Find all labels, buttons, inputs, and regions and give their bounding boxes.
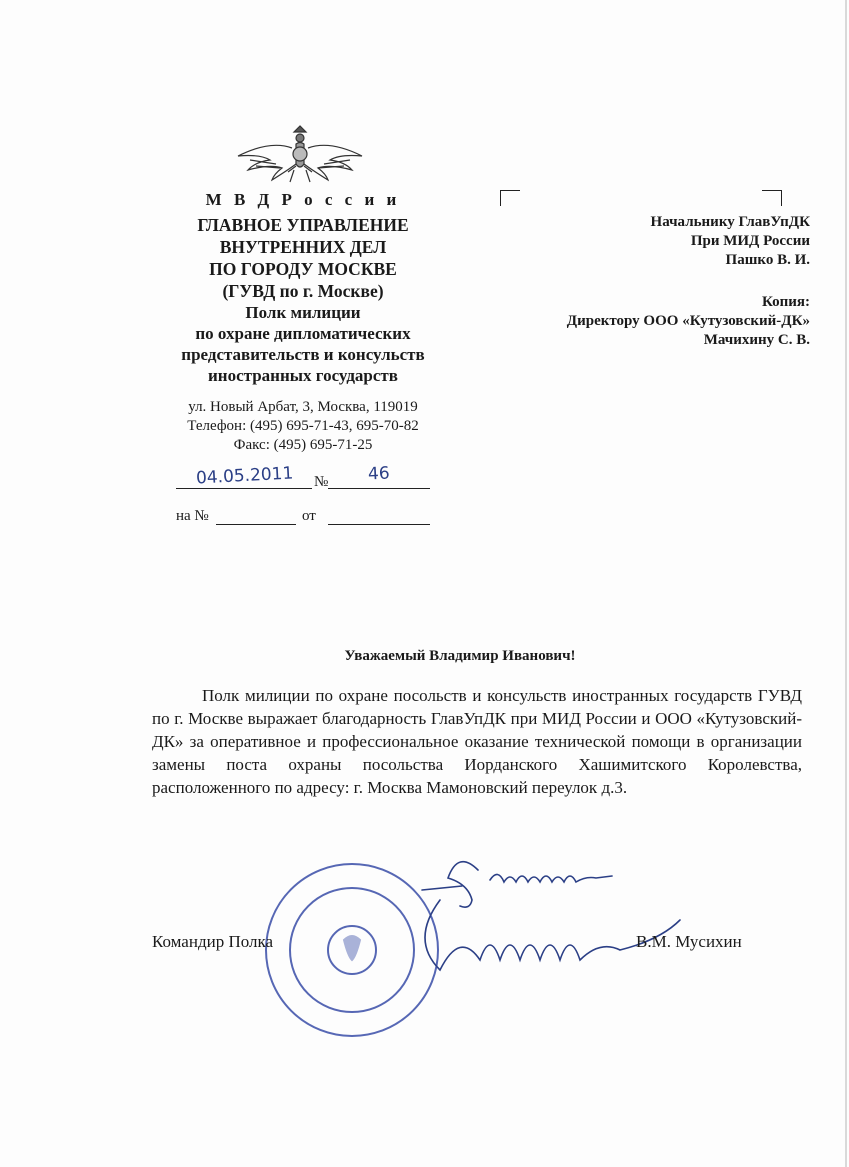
addressee-line: При МИД России — [690, 233, 810, 249]
ref-label: на № — [176, 508, 209, 524]
ministry-name: М В Д Р о с с и и — [205, 190, 401, 209]
org-line: ВНУТРЕННИХ ДЕЛ — [219, 237, 387, 257]
corner-mark — [500, 190, 520, 191]
org-phone: Телефон: (495) 695-71-43, 695-70-82 — [187, 418, 419, 434]
copy-label: Копия: — [761, 294, 810, 310]
signer-name: В.М. Мусихин — [636, 932, 742, 951]
org-line: (ГУВД по г. Москве) — [222, 281, 384, 301]
copy-block — [470, 293, 810, 350]
handwritten-date: 04.05.2011 — [195, 463, 294, 489]
corner-mark — [500, 190, 501, 206]
org-line: ГЛАВНОЕ УПРАВЛЕНИЕ — [197, 215, 409, 235]
unit-line: иностранных государств — [208, 366, 398, 385]
registration-date-line — [176, 463, 430, 494]
corner-mark — [781, 190, 782, 206]
letter-body — [152, 684, 802, 799]
org-fax: Факс: (495) 695-71-25 — [233, 437, 373, 453]
letter-paragraph: Полк милиции по охране посольств и консульств иностранных государств ГУВД по г. Москве выражает благодарность ГлавУпДК при МИД России и ООО «Кутузовский-ДК» за оперативное и профессиональное оказание технической помощи в организации замены поста охраны посольства Иорданского Хашимитского Королевства, расположенного по адресу: г. Москва Мамоновский переулок д.3. — [152, 686, 802, 797]
addressee-line: Пашко В. И. — [725, 252, 810, 268]
scan-edge — [845, 0, 847, 1167]
addressee-block — [470, 213, 810, 270]
letterhead — [150, 190, 456, 455]
org-line: ПО ГОРОДУ МОСКВЕ — [209, 259, 397, 279]
unit-line: Полк милиции — [245, 303, 361, 322]
registration-ref-line — [176, 506, 430, 530]
ref-from-label: от — [302, 508, 316, 524]
handwritten-number: 46 — [367, 463, 391, 485]
greeting: Уважаемый Владимир Иванович! — [344, 648, 576, 664]
copy-line: Мачихину С. В. — [703, 332, 810, 348]
signer-title: Командир Полка — [152, 932, 274, 951]
corner-mark — [762, 190, 782, 191]
handwritten-signature-icon — [400, 840, 730, 990]
number-label: № — [314, 474, 329, 490]
unit-line: по охране дипломатических — [195, 324, 411, 343]
unit-line: представительств и консульств — [181, 345, 425, 364]
addressee-line: Начальнику ГлавУпДК — [650, 214, 810, 230]
eagle-emblem-icon — [230, 118, 370, 188]
copy-line: Директору ООО «Кутузовский-ДК» — [566, 313, 810, 329]
org-address: ул. Новый Арбат, 3, Москва, 119019 — [188, 399, 418, 415]
